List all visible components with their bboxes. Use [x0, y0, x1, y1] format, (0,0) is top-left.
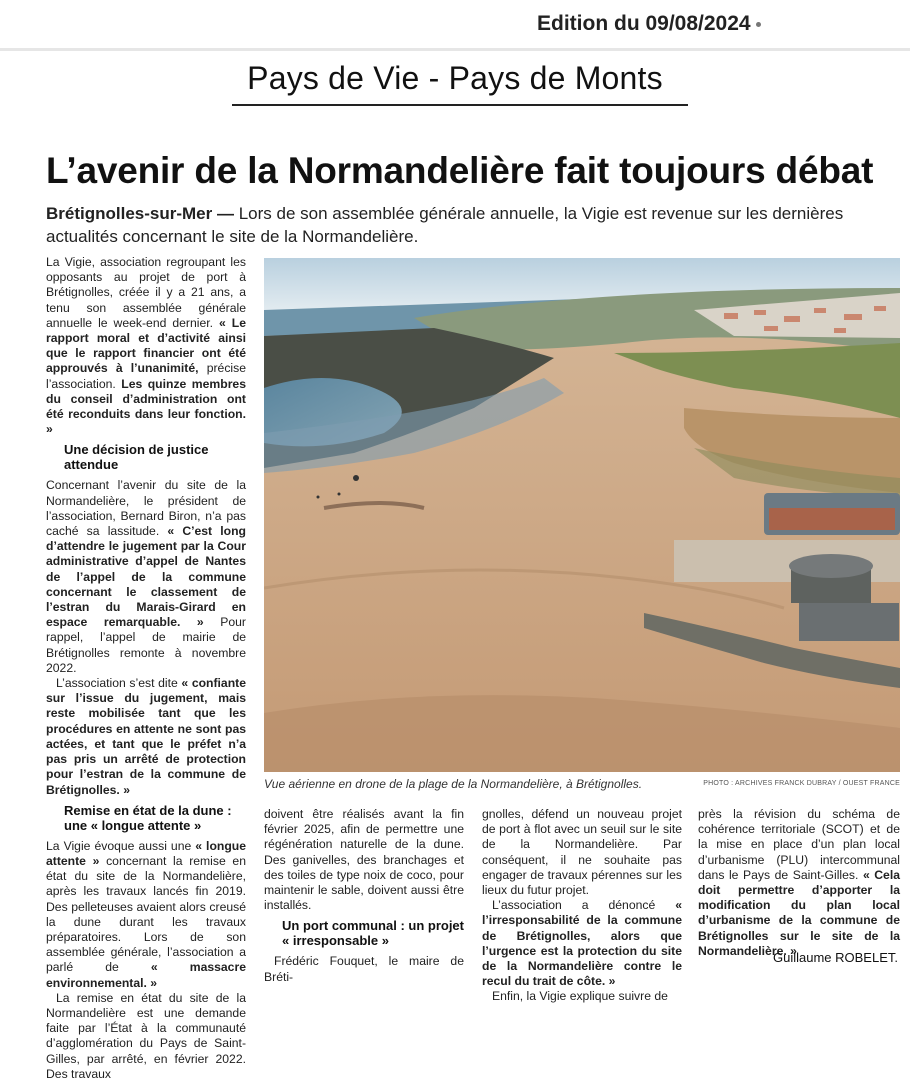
- paragraph: La remise en état du site de la Normandelière est une demande faite par l’État à la communauté d’agglomération du Pays de Saint-Gilles, par arrêté, en février 2022. Des travaux: [46, 990, 246, 1081]
- paragraph: L’association a dénoncé « l’irresponsabilité de la commune de Brétignolles, alors que l’urgence est la protection du site de la Normandelière contre le recul du trait de côte. »: [482, 898, 682, 989]
- paragraph: Concernant l’avenir du site de la Normandelière, le président de l’association, Bernard Biron, n’a pas caché sa lassitude. « C’est long d’attendre le jugement par la Cour administrative d’appel de Nantes de l’appel de la commune concernant le classement de l’estran du Marais-Girard en espace remarquable. » Pour rappel, l’appel de mairie de Brétignolles remonte à novembre 2022.: [46, 478, 246, 675]
- photo-caption: Vue aérienne en drone de la plage de la Normandelière, à Brétignolles.: [264, 777, 643, 791]
- edition-date: [537, 12, 761, 36]
- dot-icon: [756, 22, 761, 27]
- photo-credit: PHOTO : ARCHIVES FRANCK DUBRAY / OUEST FRANCE: [703, 780, 900, 787]
- lede-text: Lors de son assemblée générale annuelle, la Vigie est revenue sur les dernières actualités concernant le site de la Normandelière.: [46, 204, 844, 246]
- paragraph: Frédéric Fouquet, le maire de Bréti-: [264, 954, 464, 984]
- paragraph: doivent être réalisés avant la fin février 2025, afin de permettre une régénération naturelle de la dune. Des ganivelles, des branchages et des toiles de type noix de coco, pour maintenir le sable, doivent aussi être installés.: [264, 807, 464, 913]
- subheading: Un port communal : un projet « irresponsable »: [282, 918, 464, 949]
- subheading: Une décision de justice attendue: [64, 442, 209, 473]
- section-rule: [232, 104, 688, 106]
- paragraph: gnolles, défend un nouveau projet de port à flot avec un seuil sur le site de la Normandelière. Par conséquent, il ne souhaite pas engager de travaux pérennes sur les lieux du futur projet.: [482, 807, 682, 898]
- paragraph: Enfin, la Vigie explique suivre de: [492, 989, 668, 1004]
- beach-illustration: [264, 258, 900, 772]
- aerial-beach-photo: [264, 258, 900, 772]
- edition-text: Edition du 09/08/2024: [537, 12, 751, 35]
- paragraph: près la révision du schéma de cohérence territoriale (SCOT) et de la mise en place d’un plan local d’urbanisme (PLU) intercommunal dans le Pays de Saint-Gilles. « Cela doit permettre d’apporter la modification du plan local d’urbanisme de la commune de Brétignolles sur le site de la Normandelière. »: [698, 807, 900, 958]
- paragraph: La Vigie évoque aussi une « longue attente » concernant la remise en état du site de la Normandelière, après les travaux lancés fin 2019. Des pelleteuses avaient alors creusé la dune durant les travaux préparatoires. Lors de son assemblée générale, l’association a parlé de « massacre environnemental. »: [46, 838, 246, 990]
- column-2: [264, 807, 464, 985]
- column-4: [698, 807, 900, 959]
- paragraph: L’association s’est dite « confiante sur l’issue du jugement, mais reste mobilisée tant que les procédures en attente ne sont pas actées, et tant que le préfet n’a pas pris un arrêté de protection pour l’estran de la commune de Brétignolles. »: [46, 676, 246, 797]
- column-3: [482, 807, 682, 1005]
- lede-place: Brétignolles-sur-Mer —: [46, 204, 234, 223]
- paragraph: La Vigie, association regroupant les opposants au projet de port à Brétignolles, créée il y a 21 ans, a tenu son assemblée générale annuelle le week-end dernier. « Le rapport moral et d’activité ainsi que le rapport financier ont été approuvés à l’unanimité, précise l’association. Les quinze membres du conseil d’administration ont été reconduits dans leur fonction. »: [46, 255, 247, 437]
- column-1: [46, 255, 246, 1082]
- lede: [46, 202, 846, 248]
- author-signature: Guillaume ROBELET.: [773, 950, 898, 965]
- section-title: Pays de Vie - Pays de Monts: [247, 60, 663, 96]
- top-rule: [0, 48, 910, 51]
- subheading: Remise en état de la dune : une « longue attente »: [64, 802, 232, 833]
- headline: L’avenir de la Normandelière fait toujours débat: [46, 150, 874, 191]
